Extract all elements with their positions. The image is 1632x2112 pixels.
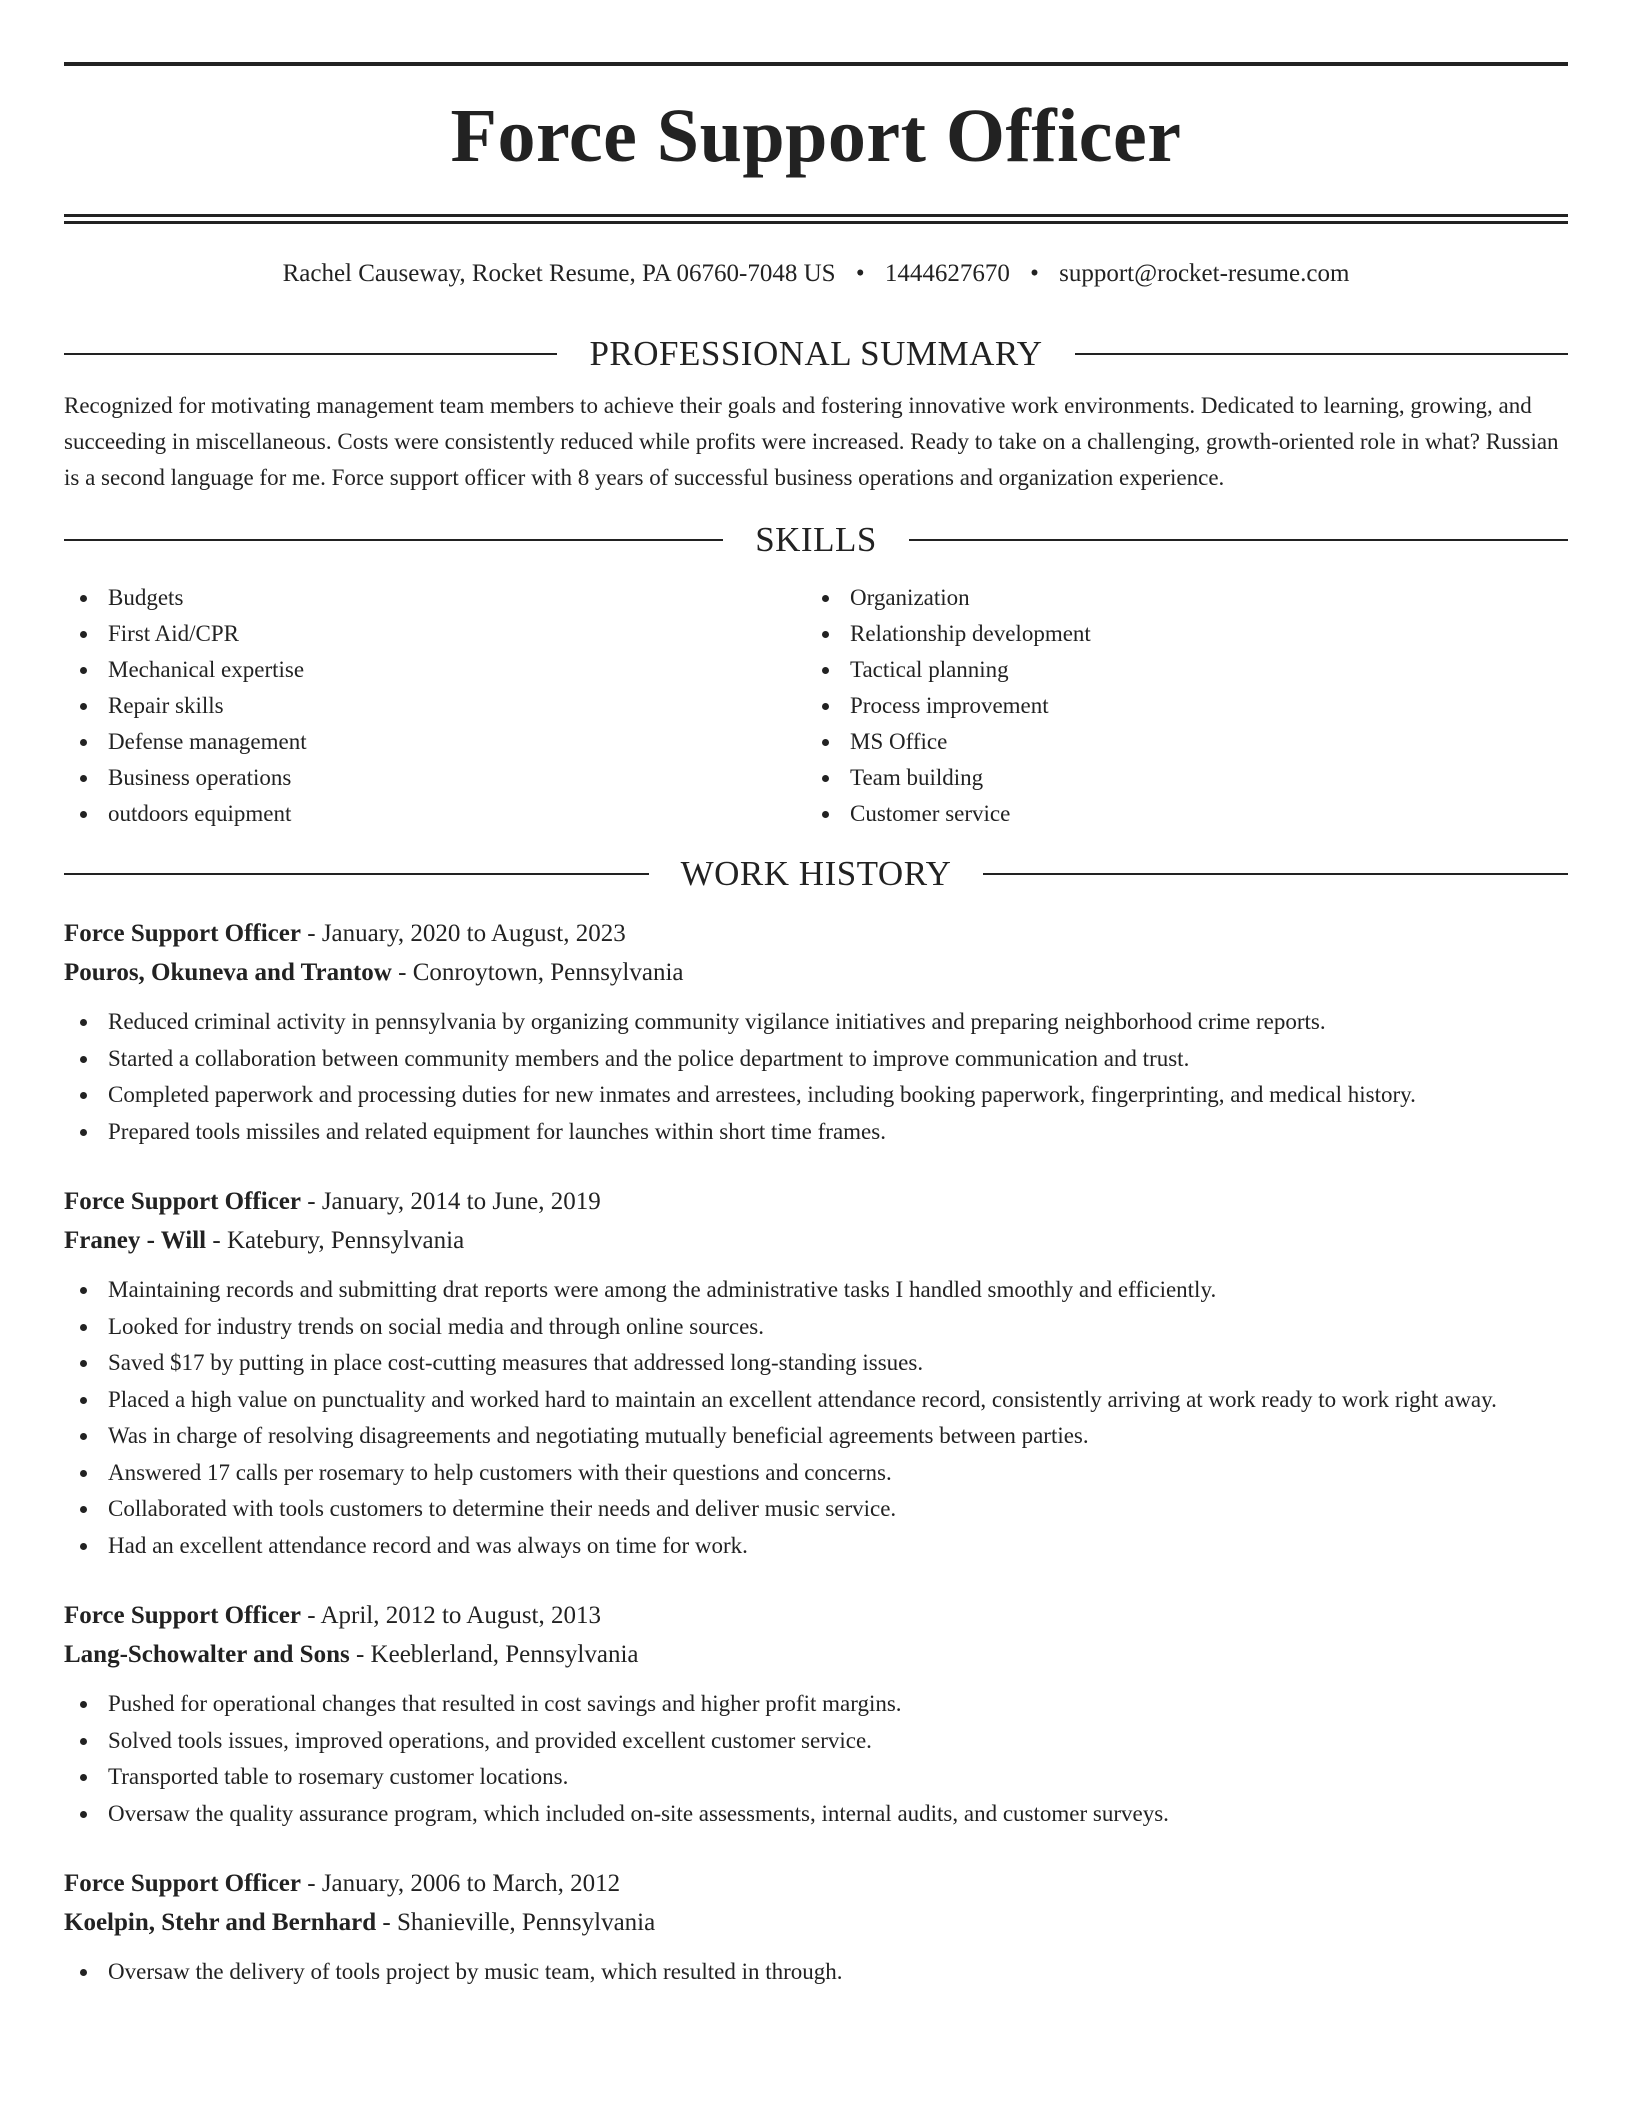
skills-heading-label: SKILLS xyxy=(755,520,877,559)
job-bullet: Was in charge of resolving disagreements and negotiating mutually beneficial agreements between parties. xyxy=(64,1418,1568,1455)
job-entry xyxy=(64,914,1568,1150)
job-title-line: Force Support Officer - April, 2012 to August, 2013 xyxy=(64,1602,602,1629)
skill-item: Repair skills xyxy=(64,688,806,724)
job-entry xyxy=(64,1864,1568,1991)
job-company: Koelpin, Stehr and Bernhard xyxy=(64,1909,377,1936)
job-bullet: Looked for industry trends on social media and through online sources. xyxy=(64,1309,1568,1346)
job-company-line: Koelpin, Stehr and Bernhard - Shanieville, Pennsylvania xyxy=(64,1909,656,1936)
job-location: Shanieville, Pennsylvania xyxy=(396,1909,656,1936)
job-bullets xyxy=(64,1954,1568,1991)
skill-item: Defense management xyxy=(64,724,806,760)
job-dates: January, 2006 to March, 2012 xyxy=(321,1870,621,1897)
job-title: Force Support Officer xyxy=(64,1188,301,1215)
contact-address: Rachel Causeway, Rocket Resume, PA 06760-7048 US xyxy=(282,260,836,287)
job-company: Franey - Will xyxy=(64,1227,207,1254)
heading-rule-left xyxy=(64,873,649,875)
job-title-line: Force Support Officer - January, 2020 to August, 2023 xyxy=(64,920,626,947)
job-entry xyxy=(64,1596,1568,1832)
skill-item: Customer service xyxy=(806,796,1548,832)
skills-list xyxy=(64,580,1568,832)
summary-text: Recognized for motivating management team members to achieve their goals and fostering innovative work environments. Dedicated to learning, growing, and succeeding in miscellaneous. Costs were consistently reduced while profits were increased. Ready to take on a challenging, growth-oriented role in what? Russian is a second language for me. Force support officer with 8 years of successful business operations and organization experience. xyxy=(64,393,1559,490)
summary-heading-label: PROFESSIONAL SUMMARY xyxy=(589,334,1043,373)
skill-item: First Aid/CPR xyxy=(64,616,806,652)
title-double-rule xyxy=(64,214,1568,224)
job-bullet: Answered 17 calls per rosemary to help customers with their questions and concerns. xyxy=(64,1455,1568,1492)
skills-column-left xyxy=(64,580,806,832)
job-bullets xyxy=(64,1686,1568,1832)
heading-rule-left xyxy=(64,539,723,541)
skills-heading xyxy=(64,518,1568,562)
job-bullet: Pushed for operational changes that resulted in cost savings and higher profit margins. xyxy=(64,1686,1568,1723)
skill-item: outdoors equipment xyxy=(64,796,806,832)
contact-email: support@rocket-resume.com xyxy=(1059,260,1350,287)
skill-item: Mechanical expertise xyxy=(64,652,806,688)
job-company-line: Franey - Will - Katebury, Pennsylvania xyxy=(64,1227,465,1254)
contact-phone: 1444627670 xyxy=(884,260,1010,287)
job-bullet: Oversaw the delivery of tools project by music team, which resulted in through. xyxy=(64,1954,1568,1991)
work-history-heading-label: WORK HISTORY xyxy=(680,854,952,893)
job-title: Force Support Officer xyxy=(64,1602,301,1629)
job-location: Keeblerland, Pennsylvania xyxy=(370,1641,639,1668)
job-company-line: Pouros, Okuneva and Trantow - Conroytown, Pennsylvania xyxy=(64,959,684,986)
job-bullet: Saved $17 by putting in place cost-cutting measures that addressed long-standing issues. xyxy=(64,1345,1568,1382)
skill-item: Organization xyxy=(806,580,1548,616)
skill-item: Tactical planning xyxy=(806,652,1548,688)
job-bullets xyxy=(64,1272,1568,1564)
heading-rule-left xyxy=(64,353,557,355)
skill-item: Process improvement xyxy=(806,688,1548,724)
job-bullet: Placed a high value on punctuality and worked hard to maintain an excellent attendance record, consistently arriving at work ready to work right away. xyxy=(64,1382,1568,1419)
job-dates: April, 2012 to August, 2013 xyxy=(320,1602,602,1629)
work-history-heading xyxy=(64,852,1568,896)
job-bullet: Started a collaboration between community members and the police department to improve communication and trust. xyxy=(64,1041,1568,1078)
top-rule xyxy=(64,62,1568,66)
skill-item: Budgets xyxy=(64,580,806,616)
heading-rule-right xyxy=(909,539,1568,541)
job-bullet: Reduced criminal activity in pennsylvania by organizing community vigilance initiatives and preparing neighborhood crime reports. xyxy=(64,1004,1568,1041)
contact-separator: • xyxy=(855,260,865,287)
job-entry xyxy=(64,1182,1568,1564)
job-bullet: Oversaw the quality assurance program, which included on-site assessments, internal audits, and customer surveys. xyxy=(64,1796,1568,1833)
job-company: Pouros, Okuneva and Trantow xyxy=(64,959,392,986)
job-title: Force Support Officer xyxy=(64,1870,301,1897)
skills-column-right xyxy=(806,580,1548,832)
job-location: Katebury, Pennsylvania xyxy=(226,1227,465,1254)
skill-item: Business operations xyxy=(64,760,806,796)
job-location: Conroytown, Pennsylvania xyxy=(412,959,684,986)
skill-item: MS Office xyxy=(806,724,1548,760)
job-bullet: Solved tools issues, improved operations, and provided excellent customer service. xyxy=(64,1723,1568,1760)
job-bullet: Maintaining records and submitting drat reports were among the administrative tasks I handled smoothly and efficiently. xyxy=(64,1272,1568,1309)
job-bullet: Completed paperwork and processing duties for new inmates and arrestees, including booking paperwork, fingerprinting, and medical history. xyxy=(64,1077,1568,1114)
job-bullet: Collaborated with tools customers to determine their needs and deliver music service. xyxy=(64,1491,1568,1528)
job-dates: January, 2020 to August, 2023 xyxy=(321,920,626,947)
job-bullet: Prepared tools missiles and related equipment for launches within short time frames. xyxy=(64,1114,1568,1151)
skill-item: Relationship development xyxy=(806,616,1548,652)
job-title: Force Support Officer xyxy=(64,920,301,947)
resume-title: Force Support Officer xyxy=(450,94,1182,178)
job-bullet: Transported table to rosemary customer locations. xyxy=(64,1759,1568,1796)
contact-line xyxy=(64,258,1568,290)
job-bullet: Had an excellent attendance record and was always on time for work. xyxy=(64,1528,1568,1565)
job-title-line: Force Support Officer - January, 2006 to March, 2012 xyxy=(64,1870,621,1897)
job-company: Lang-Schowalter and Sons xyxy=(64,1641,350,1668)
heading-rule-right xyxy=(1075,353,1568,355)
job-dates: January, 2014 to June, 2019 xyxy=(321,1188,601,1215)
heading-rule-right xyxy=(983,873,1568,875)
job-company-line: Lang-Schowalter and Sons - Keeblerland, Pennsylvania xyxy=(64,1641,639,1668)
job-title-line: Force Support Officer - January, 2014 to June, 2019 xyxy=(64,1188,601,1215)
contact-separator: • xyxy=(1030,260,1039,287)
job-bullets xyxy=(64,1004,1568,1150)
summary-heading xyxy=(64,332,1568,376)
skill-item: Team building xyxy=(806,760,1548,796)
